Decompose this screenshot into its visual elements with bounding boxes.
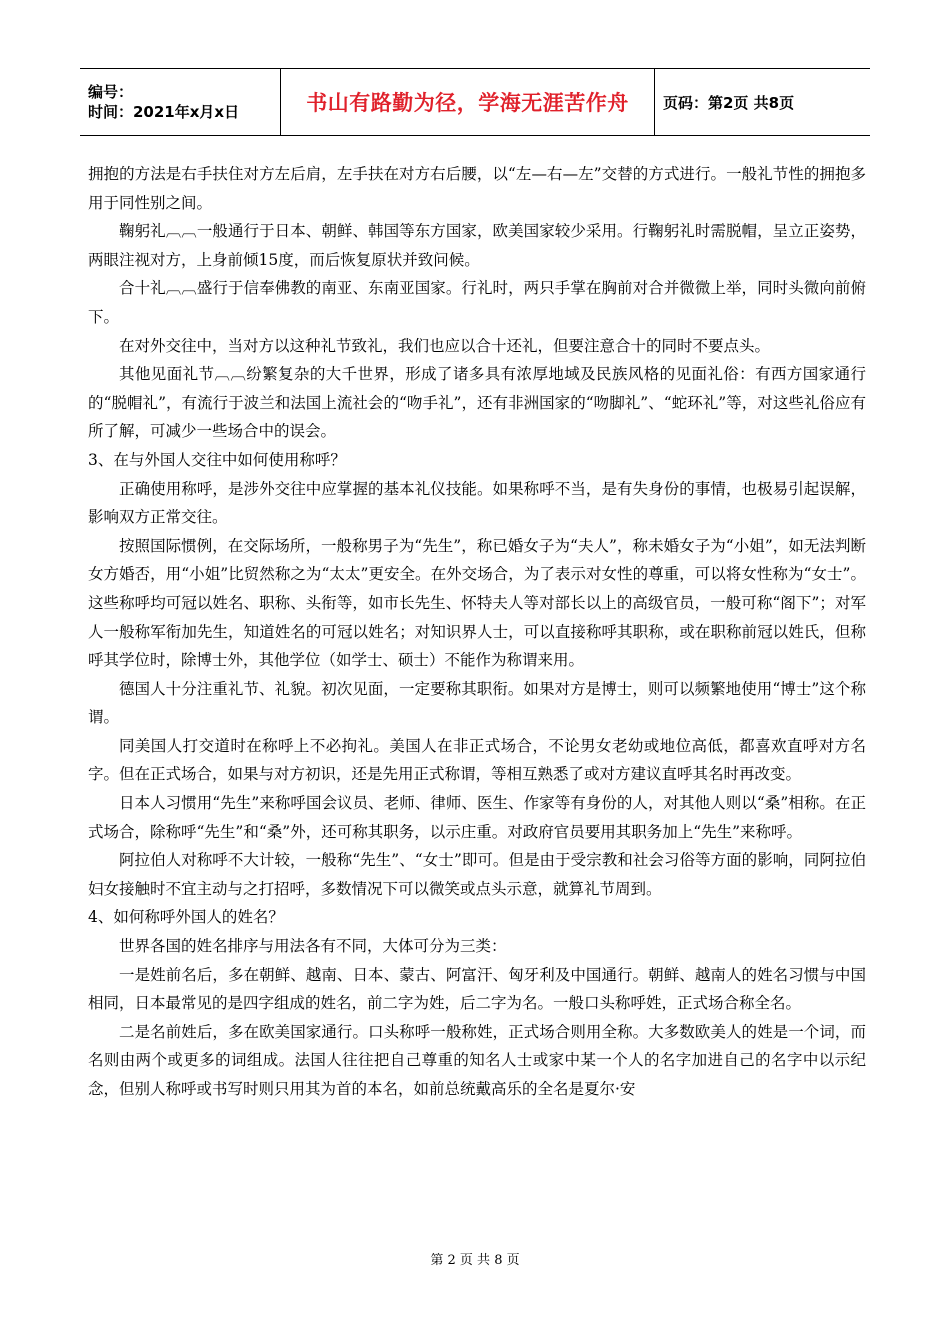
body-paragraph: 日本人习惯用“先生”来称呼国会议员、老师、律师、医生、作家等有身份的人，对其他人则以“桑”相称。在正式场合，除称呼“先生”和“桑”外，还可称其职务，以示庄重。对政府官员要用其职务加上“先生”来称呼。 <box>88 794 866 841</box>
body-paragraph: 正确使用称呼，是涉外交往中应掌握的基本礼仪技能。如果称呼不当，是有失身份的事情，也极易引起误解，影响双方正常交往。 <box>88 479 866 527</box>
header-motto-cell <box>281 69 655 135</box>
document-number-label: 编号： <box>88 83 134 101</box>
body-paragraph: 其他见面礼节︹︹纷繁复杂的大千世界，形成了诸多具有浓厚地域及民族风格的见面礼俗：有西方国家通行的“脱帽礼”，有流行于波兰和法国上流社会的“吻手礼”，还有非洲国家的“吻脚礼”、“蛇环礼”等，对这些礼俗应有所了解，可减少一些场合中的误会。 <box>88 365 866 441</box>
header-page-info <box>655 69 870 135</box>
section-heading-or-paragraph: 拥抱的方法是右手扶住对方左后肩，左手扶在对方右后腰，以“左—右—左”交替的方式进行。一般礼节性的拥抱多用于同性别之间。 <box>88 165 866 212</box>
body-paragraph: 同美国人打交道时在称呼上不必拘礼。美国人在非正式场合，不论男女老幼或地位高低，都喜欢直呼对方名字。但在正式场合，如果与对方初识，还是先用正式称谓，等相互熟悉了或对方建议直呼其名时再改变。 <box>88 736 866 784</box>
section-heading-or-paragraph: 3、在与外国人交往中如何使用称呼？ <box>88 450 346 469</box>
document-time-label: 时间：2021年x月x日 <box>88 103 240 121</box>
header-meta <box>80 69 281 135</box>
footer-page-number: 第 2 页 共 8 页 <box>430 1253 520 1268</box>
page-info-label: 页码：第2页 共8页 <box>663 93 795 112</box>
body-paragraph: 合十礼︹︹盛行于信奉佛教的南亚、东南亚国家。行礼时，两只手掌在胸前对合并微微上举，同时头微向前俯下。 <box>88 279 866 326</box>
header-motto: 书山有路勤为径，学海无涯苦作舟 <box>306 91 629 115</box>
body-paragraph: 德国人十分注重礼节、礼貌。初次见面，一定要称其职衔。如果对方是博士，则可以频繁地使用“博士”这个称谓。 <box>88 679 866 727</box>
body-paragraph: 世界各国的姓名排序与用法各有不同，大体可分为三类： <box>119 937 507 956</box>
body-paragraph: 鞠躬礼︹︹一般通行于日本、朝鲜、韩国等东方国家，欧美国家较少采用。行鞠躬礼时需脱帽，呈立正姿势，两眼注视对方，上身前倾15度，而后恢复原状并致问候。 <box>88 222 866 269</box>
body-paragraph: 二是名前姓后，多在欧美国家通行。口头称呼一般称姓，正式场合则用全称。大多数欧美人的姓是一个词，而名则由两个或更多的词组成。法国人往往把自己尊重的知名人士或家中某一个人的名字加进自己的名字中以示纪念，但别人称呼或书写时则只用其为首的本名，如前总统戴高乐的全名是夏尔·安 <box>88 1022 866 1098</box>
body-paragraph: 在对外交往中，当对方以这种礼节致礼，我们也应以合十还礼，但要注意合十的同时不要点头。 <box>119 336 771 355</box>
page-header <box>80 68 870 136</box>
body-paragraph: 阿拉伯人对称呼不大计较，一般称“先生”、“女士”即可。但是由于受宗教和社会习俗等方面的影响，同阿拉伯妇女接触时不宜主动与之打招呼，多数情况下可以微笑或点头示意，就算礼节周到。 <box>88 851 866 898</box>
page-footer <box>0 1249 950 1268</box>
body-paragraph: 一是姓前名后，多在朝鲜、越南、日本、蒙古、阿富汗、匈牙利及中国通行。朝鲜、越南人的姓名习惯与中国相同，日本最常见的是四字组成的姓名，前二字为姓，后二字为名。一般口头称呼姓，正式场合称全名。 <box>88 965 866 1013</box>
document-body <box>88 160 866 1104</box>
section-heading-or-paragraph: 4、如何称呼外国人的姓名？ <box>88 908 284 927</box>
body-paragraph: 按照国际惯例，在交际场所，一般称男子为“先生”，称已婚女子为“夫人”，称未婚女子为“小姐”，如无法判断女方婚否，用“小姐”比贸然称之为“太太”更安全。在外交场合，为了表示对女性的尊重，可以将女性称为“女士”。这些称呼均可冠以姓名、职称、头衔等，如市长先生、怀特夫人等对部长以上的高级官员，一般可称“阁下”；对军人一般称军衔加先生，知道姓名的可冠以姓名；对知识界人士，可以直接称呼其职称，或在职称前冠以姓氏，但称呼其学位时，除博士外，其他学位（如学士、硕士）不能作为称谓来用。 <box>88 536 866 670</box>
